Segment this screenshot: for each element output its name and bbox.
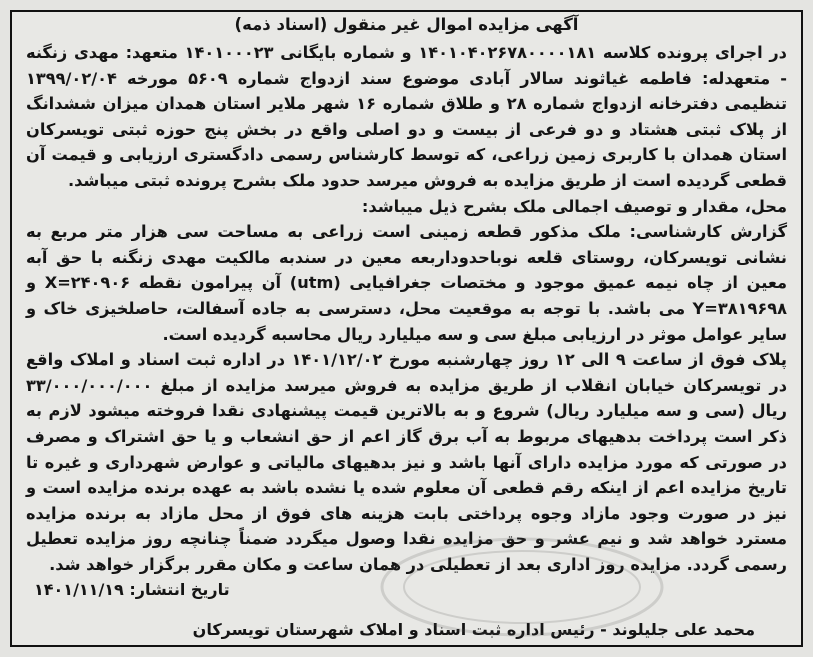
- publish-date: تاریخ انتشار: ۱۴۰۱/۱۱/۱۹: [34, 580, 230, 599]
- notice-paragraph-description-heading: محل، مقدار و توصیف اجمالی ملک بشرح ذیل میباشد:: [361, 196, 787, 216]
- notice-title: آگهی مزایده اموال غیر منقول (اسناد ذمه): [234, 15, 579, 34]
- notice-paragraph-intro: در اجرای پرونده کلاسه ۱۴۰۱۰۴۰۲۶۷۸۰۰۰۰۱۸۱ و شماره بایگانی ۱۴۰۱۰۰۰۲۳ متعهد: مهدی زنگنه - متعهدله: فاطمه غیاثوند سالار آبادی موضوع سند ازدواج شماره ۵۶۰۹ مورخه ۱۳۹۹/۰۲/۰۴ تنظیمی دفترخانه ازدواج شماره ۲۸ و طلاق شماره ۱۶ شهر ملایر استان همدان میزان ششدانگ از پلاک ثبتی هشتاد و دو فرعی از بیست و دو اصلی واقع در بخش پنج حوزه ثبتی تویسرکان استان همدان با کاربری زمین زراعی، که توسط کارشناس رسمی دادگستری ارزیابی و قیمت آن قطعی گردیده است از طریق مزایده به فروش میرسد حدود ملک بشرح پرونده ثبتی میباشد.: [26, 43, 788, 190]
- notice-body: [26, 40, 787, 577]
- notice-frame: [10, 10, 803, 647]
- signature-line: محمد علی جلیلوند - رئیس اداره ثبت اسناد و املاک شهرستان تویسرکان: [192, 620, 755, 639]
- notice-paragraph-auction-terms: پلاک فوق از ساعت ۹ الی ۱۲ روز چهارشنبه مورخ ۱۴۰۱/۱۲/۰۲ در اداره ثبت اسناد و املاک واقع در تویسرکان خیابان انقلاب از طریق مزایده به فروش میرسد مزایده از مبلغ ۳۳/۰۰۰/۰۰۰/۰۰۰ ریال (سی و سه میلیارد ریال) شروع و به بالاترین قیمت پیشنهادی نقدا فروخته میشود لازم به ذکر است پرداخت بدهیهای مربوط به آب برق گاز اعم از حق انشعاب و یا حق اشتراک و مصرف در صورتی که مورد مزایده دارای آنها باشد و نیز بدهیهای مالیاتی و عوارض شهرداری و غیره تا تاریخ مزایده اعم از اینکه رقم قطعی آن معلوم شده یا نشده باشد به عهده برنده مزایده است و نیز در صورت وجود مازاد وجوه پرداختی بابت هزینه های فوق از محل مازاد به برنده مزایده مسترد خواهد شد و نیم عشر و حق مزایده نقدا وصول میگردد ضمناً چنانچه روز مزایده تعطیل رسمی گردد. مزایده روز اداری بعد از تعطیلی در همان ساعت و مکان مقرر برگزار خواهد شد.: [26, 350, 787, 574]
- notice-paragraph-expert-report: گزارش کارشناسی: ملک مذکور قطعه زمینی است زراعی به مساحت سی هزار متر مربع به نشانی تویسرکان، روستای قلعه نوباحدوداربعه معین در سندبه مالکیت مهدی زنگنه با حق آبه معین از چاه نیمه عمیق موجود و مختصات جغرافیایی (utm) آن پیرامون نقطه X=۲۴۰۹۰۶ و Y=۳۸۱۹۶۹۸ می باشد. با توجه به موقعیت محل، دسترسی به جاده آسفالت، حاصلخیزی خاک و سایر عوامل موثر در ارزیابی مبلغ سی و سه میلیارد ریال محاسبه گردیده است.: [26, 222, 787, 344]
